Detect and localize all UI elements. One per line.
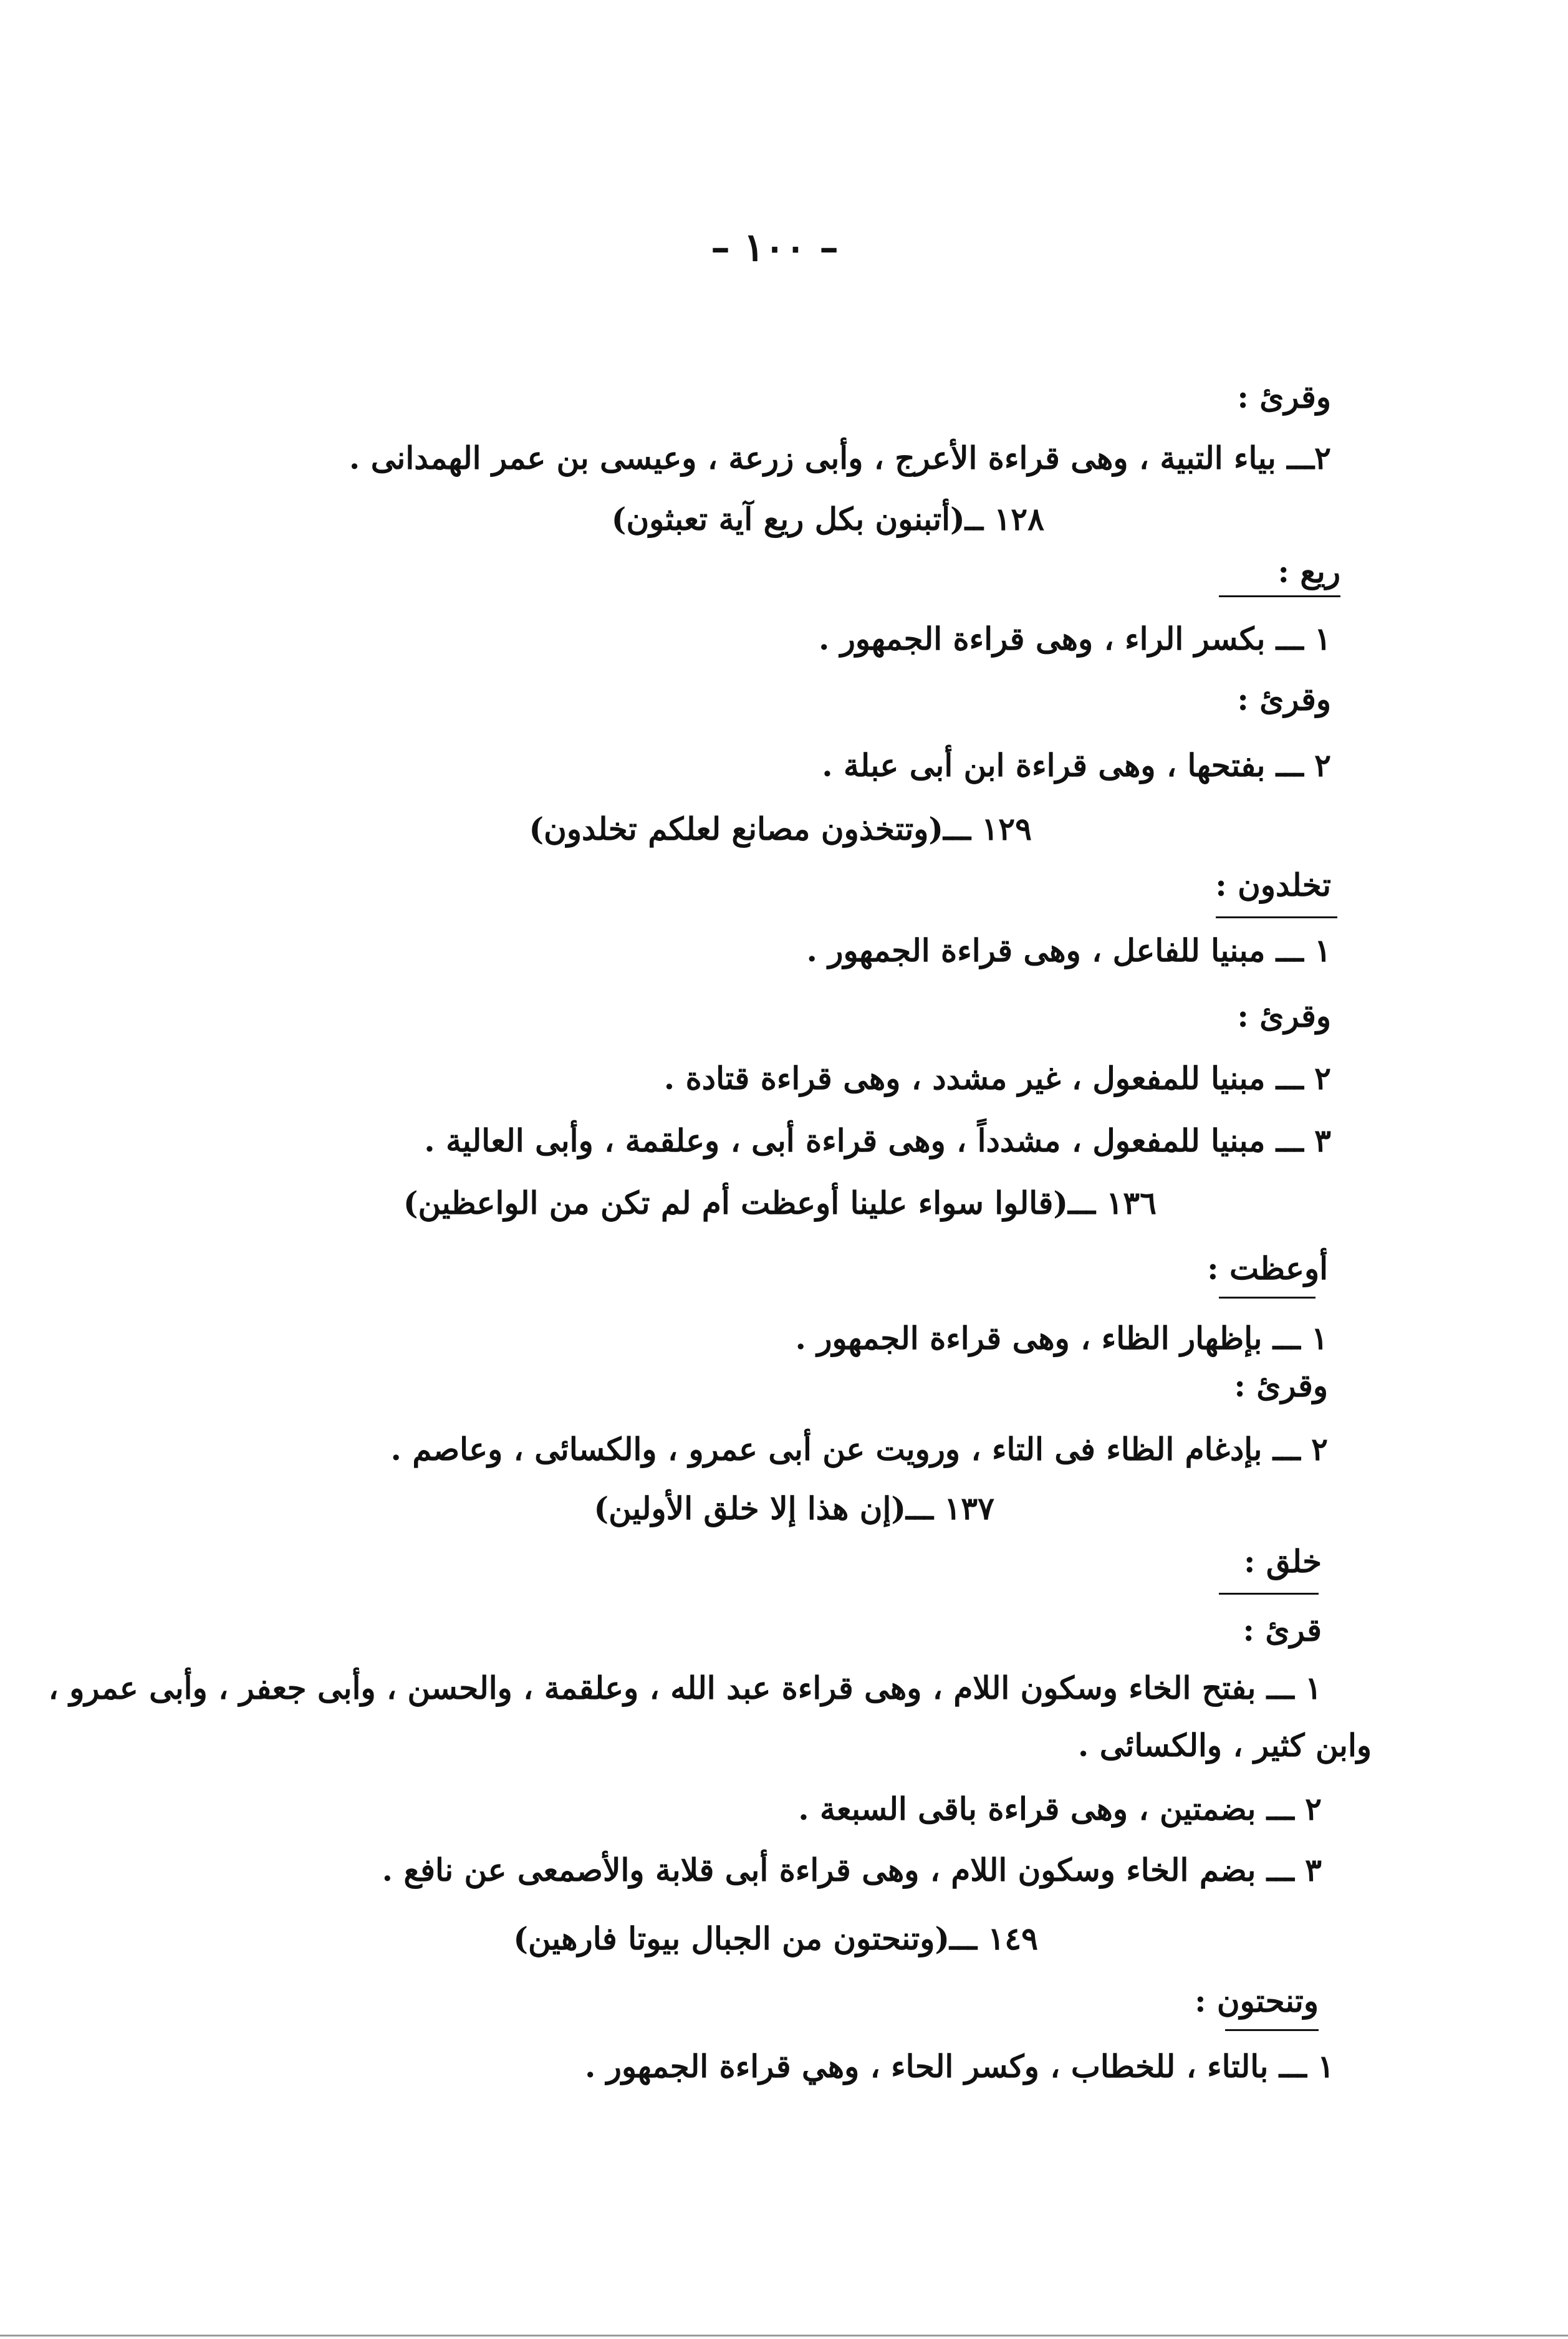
heading-underline [1225,2029,1319,2031]
word-heading: وتنحتون : [1195,1982,1319,2019]
text-line: ٢ ـــ بفتحها ، وهى قراءة ابن أبى عبلة . [822,747,1331,784]
verse-heading: ١٢٩ ـــ(وتتخذون مصانع لعلكم تخلدون) [529,810,1032,847]
text-line: ١ ـــ بفتح الخاء وسكون اللام ، وهى قراءة عبد الله ، وعلقمة ، والحسن ، وأبى جعفر ، وأبى عمرو ، [48,1669,1322,1706]
verse-heading: ١٢٨ ــ(أتبنون بكل ريع آية تعبثون) [611,501,1044,537]
verse-heading: ١٣٧ ـــ(إن هذا إلا خلق الأولين) [594,1490,994,1527]
heading-underline [1216,916,1337,918]
word-heading: تخلدون : [1215,867,1331,903]
text-line: ٣ ـــ بضم الخاء وسكون اللام ، وهى قراءة أبى قلابة والأصمعى عن نافع . [382,1852,1322,1888]
text-line: وقرئ : [1237,378,1331,415]
verse-heading: ١٣٦ ـــ(قالوا سواء علينا أوعظت أم لم تكن من الواعظين) [403,1184,1157,1221]
text-line: ١ ـــ بكسر الراء ، وهى قراءة الجمهور . [818,620,1331,657]
text-line: ٢ ـــ مبنيا للمفعول ، غير مشدد ، وهى قراءة قتادة . [663,1060,1331,1097]
word-heading: خلق : [1243,1543,1322,1580]
text-line: ١ ـــ مبنيا للفاعل ، وهى قراءة الجمهور . [806,932,1331,969]
text-line: وقرئ : [1234,1367,1328,1404]
text-line: ١ ـــ بالتاء ، للخطاب ، وكسر الحاء ، وهي قراءة الجمهور . [584,2048,1334,2085]
text-line: ١ ـــ بإظهار الظاء ، وهى قراءة الجمهور . [795,1320,1328,1357]
text-line: ٣ ـــ مبنيا للمفعول ، مشدداً ، وهى قراءة أبى ، وعلقمة ، وأبى العالية . [424,1122,1331,1159]
page-bottom-border [0,2335,1568,2337]
text-line: وابن كثير ، والكسائى . [1077,1727,1372,1764]
heading-underline [1219,1593,1319,1595]
text-line: قرئ : [1243,1611,1322,1648]
verse-heading: ١٤٩ ـــ(وتنحتون من الجبال بيوتا فارهين) [513,1920,1038,1957]
text-line: ٢ـــ بياء التبية ، وهى قراءة الأعرج ، وأبى زرعة ، وعيسى بن عمر الهمدانى . [349,439,1331,476]
page-number: – ١٠٠ – [711,224,839,270]
heading-underline [1219,595,1340,597]
text-line: وقرئ : [1237,997,1331,1034]
text-line: وقرئ : [1237,681,1331,718]
heading-underline [1219,1297,1315,1299]
word-heading: ريع : [1277,553,1340,590]
text-line: ٢ ـــ بضمتين ، وهى قراءة باقى السبعة . [798,1790,1322,1827]
word-heading: أوعظت : [1207,1250,1328,1287]
text-line: ٢ ـــ بإدغام الظاء فى التاء ، ورويت عن أبى عمرو ، والكسائى ، وعاصم . [390,1431,1328,1467]
